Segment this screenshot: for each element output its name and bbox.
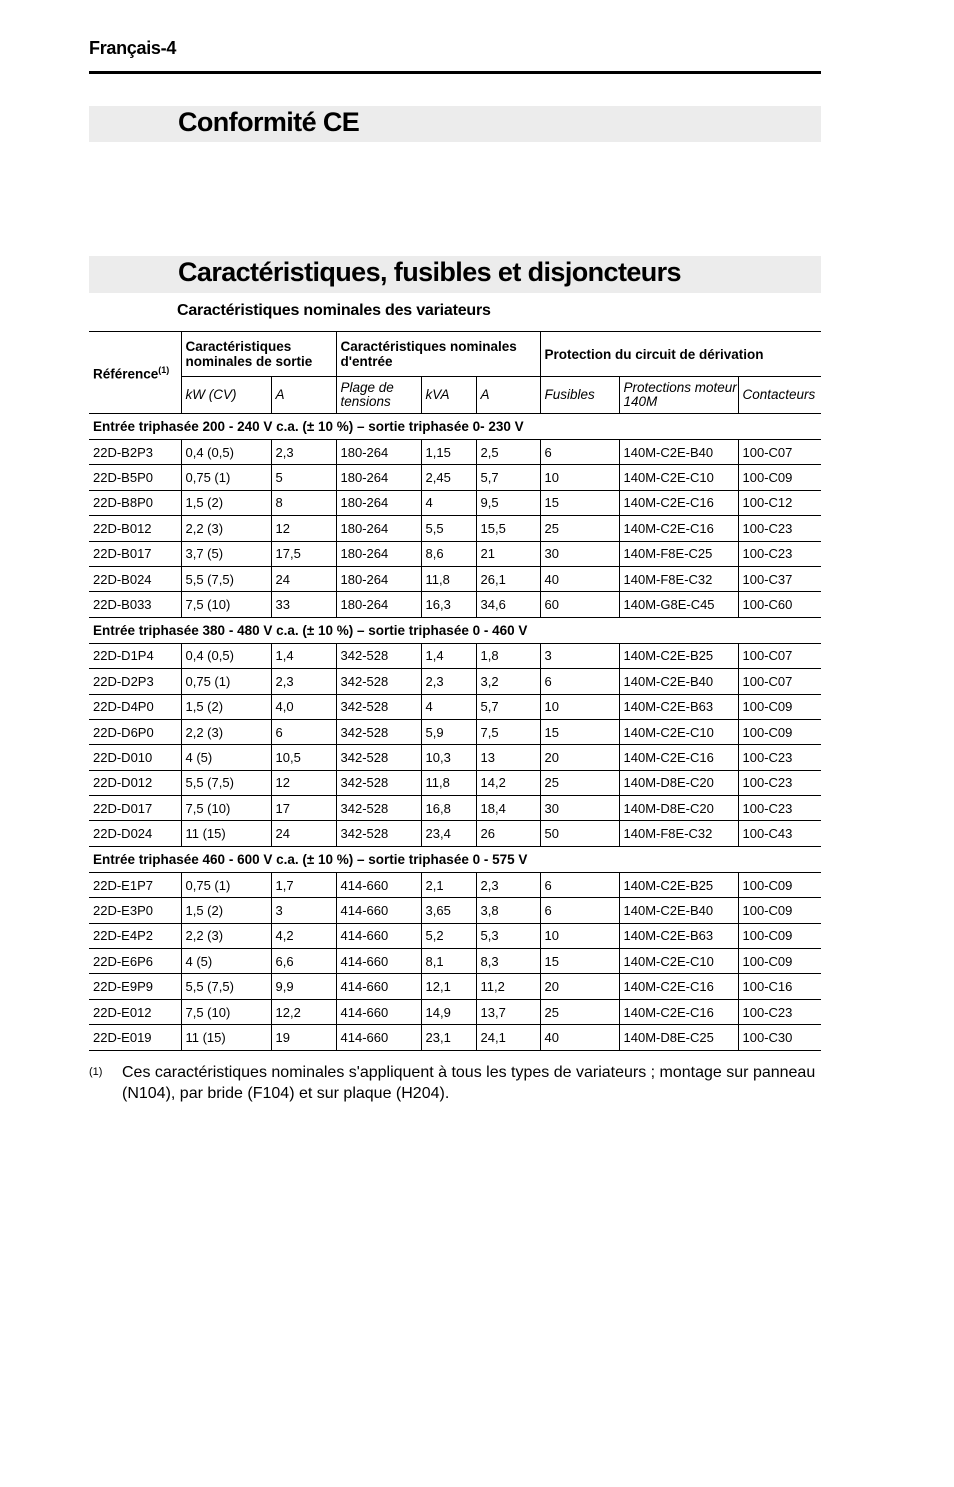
- table-cell: 17: [271, 796, 336, 821]
- table-cell: 1,4: [421, 643, 476, 668]
- table-cell: 5,3: [476, 923, 540, 948]
- table-cell: 12,1: [421, 974, 476, 999]
- table-cell: 1,5 (2): [181, 898, 271, 923]
- table-cell: 8: [271, 490, 336, 515]
- table-cell: 140M-C2E-C10: [619, 949, 738, 974]
- table-cell: 6: [540, 898, 619, 923]
- table-cell: 22D-B024: [89, 566, 181, 591]
- table-cell: 22D-E3P0: [89, 898, 181, 923]
- table-cell: 2,3: [421, 669, 476, 694]
- table-cell: 414-660: [336, 999, 421, 1024]
- table-cell: 30: [540, 541, 619, 566]
- table-cell: 40: [540, 1025, 619, 1050]
- table-cell: 0,75 (1): [181, 872, 271, 897]
- table-cell: 22D-E1P7: [89, 872, 181, 897]
- table-cell: 140M-C2E-C10: [619, 465, 738, 490]
- table-cell: 100-C09: [738, 872, 821, 897]
- table-cell: 7,5: [476, 719, 540, 744]
- table-row: [89, 898, 821, 923]
- table-cell: 0,4 (0,5): [181, 643, 271, 668]
- table-cell: 10,5: [271, 745, 336, 770]
- table-cell: 6: [540, 440, 619, 465]
- table-cell: 342-528: [336, 694, 421, 719]
- table-cell: 100-C43: [738, 821, 821, 846]
- section-heading: Entrée triphasée 200 - 240 V c.a. (± 10 %) – sortie triphasée 0- 230 V: [89, 414, 821, 440]
- table-row: [89, 643, 821, 668]
- table-cell: 100-C07: [738, 440, 821, 465]
- table-cell: 7,5 (10): [181, 592, 271, 617]
- table-cell: 342-528: [336, 770, 421, 795]
- table-row: [89, 516, 821, 541]
- table-cell: 22D-E019: [89, 1025, 181, 1050]
- table-cell: 10,3: [421, 745, 476, 770]
- table-cell: 5,5 (7,5): [181, 566, 271, 591]
- table-cell: 3,8: [476, 898, 540, 923]
- table-cell: 180-264: [336, 440, 421, 465]
- table-cell: 342-528: [336, 669, 421, 694]
- table-cell: 9,5: [476, 490, 540, 515]
- section-heading: Entrée triphasée 380 - 480 V c.a. (± 10 %) – sortie triphasée 0 - 460 V: [89, 617, 821, 643]
- table-cell: 342-528: [336, 821, 421, 846]
- table-cell: 140M-C2E-C16: [619, 490, 738, 515]
- table-row: [89, 1025, 821, 1050]
- section-heading: Entrée triphasée 460 - 600 V c.a. (± 10 %) – sortie triphasée 0 - 575 V: [89, 846, 821, 872]
- table-cell: 1,5 (2): [181, 490, 271, 515]
- header-output-group: Caractéristiques nominales de sortie: [181, 332, 336, 377]
- table-cell: 140M-C2E-C10: [619, 719, 738, 744]
- table-cell: 22D-D010: [89, 745, 181, 770]
- table-cell: 22D-E9P9: [89, 974, 181, 999]
- table-row: [89, 796, 821, 821]
- table-cell: 19: [271, 1025, 336, 1050]
- table-cell: 100-C60: [738, 592, 821, 617]
- table-cell: 5,9: [421, 719, 476, 744]
- footnote: [89, 1062, 829, 1104]
- table-cell: 5,5: [421, 516, 476, 541]
- table-cell: 5,2: [421, 923, 476, 948]
- table-cell: 140M-C2E-B40: [619, 669, 738, 694]
- table-cell: 140M-C2E-C16: [619, 516, 738, 541]
- table-cell: 100-C09: [738, 694, 821, 719]
- table-cell: 20: [540, 745, 619, 770]
- table-cell: 25: [540, 770, 619, 795]
- subheader-cell: Plage de tensions: [336, 377, 421, 414]
- table-cell: 1,7: [271, 872, 336, 897]
- table-cell: 23,4: [421, 821, 476, 846]
- table-cell: 2,3: [476, 872, 540, 897]
- table-cell: 22D-D4P0: [89, 694, 181, 719]
- table-cell: 8,6: [421, 541, 476, 566]
- table-cell: 22D-B8P0: [89, 490, 181, 515]
- table-cell: 140M-F8E-C32: [619, 566, 738, 591]
- table-cell: 10: [540, 465, 619, 490]
- table-cell: 13: [476, 745, 540, 770]
- table-section-header: [89, 617, 821, 643]
- table-row: [89, 999, 821, 1024]
- table-cell: 5,7: [476, 694, 540, 719]
- table-row: [89, 541, 821, 566]
- header-reference-note: (1): [158, 365, 170, 376]
- table-row: [89, 949, 821, 974]
- footnote-text: Ces caractéristiques nominales s'appliquent à tous les types de variateurs ; montage sur panneau (N104), par bride (F104) et sur plaque (H204).: [122, 1064, 816, 1102]
- table-cell: 0,75 (1): [181, 669, 271, 694]
- table-cell: 22D-D6P0: [89, 719, 181, 744]
- header-protection-group: Protection du circuit de dérivation: [540, 332, 821, 377]
- table-cell: 342-528: [336, 745, 421, 770]
- table-cell: 24: [271, 821, 336, 846]
- table-row: [89, 745, 821, 770]
- table-cell: 12,2: [271, 999, 336, 1024]
- ratings-table: [89, 331, 821, 1051]
- table-cell: 140M-C2E-B25: [619, 872, 738, 897]
- table-cell: 100-C09: [738, 898, 821, 923]
- table-row: [89, 770, 821, 795]
- table-cell: 100-C07: [738, 669, 821, 694]
- table-cell: 100-C09: [738, 719, 821, 744]
- table-row: [89, 923, 821, 948]
- table-row: [89, 974, 821, 999]
- table-cell: 2,2 (3): [181, 719, 271, 744]
- header-reference-label: Référence: [93, 366, 159, 382]
- table-cell: 2,5: [476, 440, 540, 465]
- table-cell: 20: [540, 974, 619, 999]
- table-cell: 6: [540, 872, 619, 897]
- table-cell: 14,9: [421, 999, 476, 1024]
- table-cell: 140M-C2E-C16: [619, 745, 738, 770]
- section-band-ce: [89, 106, 821, 142]
- table-cell: 17,5: [271, 541, 336, 566]
- table-cell: 1,4: [271, 643, 336, 668]
- table-cell: 13,7: [476, 999, 540, 1024]
- table-subtitle: Caractéristiques nominales des variateurs: [177, 302, 491, 319]
- table-cell: 8,3: [476, 949, 540, 974]
- table-cell: 140M-C2E-B63: [619, 923, 738, 948]
- table-cell: 414-660: [336, 923, 421, 948]
- table-cell: 6: [271, 719, 336, 744]
- table-cell: 140M-C2E-B40: [619, 440, 738, 465]
- table-cell: 24,1: [476, 1025, 540, 1050]
- table-cell: 3,65: [421, 898, 476, 923]
- subheader-cell: A: [476, 377, 540, 414]
- table-cell: 2,2 (3): [181, 923, 271, 948]
- table-cell: 50: [540, 821, 619, 846]
- table-cell: 14,2: [476, 770, 540, 795]
- table-cell: 140M-C2E-B63: [619, 694, 738, 719]
- table-cell: 1,5 (2): [181, 694, 271, 719]
- table-cell: 342-528: [336, 643, 421, 668]
- table-row: [89, 719, 821, 744]
- table-cell: 1,15: [421, 440, 476, 465]
- table-cell: 140M-D8E-C20: [619, 770, 738, 795]
- table-cell: 30: [540, 796, 619, 821]
- table-cell: 5,5 (7,5): [181, 770, 271, 795]
- table-cell: 4,2: [271, 923, 336, 948]
- table-cell: 100-C07: [738, 643, 821, 668]
- subheader-cell: kVA: [421, 377, 476, 414]
- section-title-ratings: Caractéristiques, fusibles et disjoncteurs: [178, 257, 681, 287]
- table-cell: 140M-F8E-C32: [619, 821, 738, 846]
- table-cell: 22D-E4P2: [89, 923, 181, 948]
- table-cell: 414-660: [336, 1025, 421, 1050]
- table-cell: 140M-C2E-C16: [619, 999, 738, 1024]
- table-row: [89, 669, 821, 694]
- table-cell: 3: [271, 898, 336, 923]
- table-cell: 9,9: [271, 974, 336, 999]
- table-cell: 26,1: [476, 566, 540, 591]
- table-cell: 11,2: [476, 974, 540, 999]
- table-cell: 140M-G8E-C45: [619, 592, 738, 617]
- table-cell: 180-264: [336, 566, 421, 591]
- table-cell: 100-C12: [738, 490, 821, 515]
- table-cell: 16,3: [421, 592, 476, 617]
- table-cell: 22D-D1P4: [89, 643, 181, 668]
- table-cell: 342-528: [336, 719, 421, 744]
- table-cell: 4 (5): [181, 949, 271, 974]
- footnote-marker: (1): [89, 1066, 103, 1078]
- table-cell: 180-264: [336, 490, 421, 515]
- table-cell: 342-528: [336, 796, 421, 821]
- table-cell: 22D-E6P6: [89, 949, 181, 974]
- table-row: [89, 872, 821, 897]
- table-cell: 11 (15): [181, 821, 271, 846]
- table-cell: 100-C23: [738, 796, 821, 821]
- table-cell: 25: [540, 516, 619, 541]
- section-title-ce: Conformité CE: [178, 107, 360, 137]
- table-cell: 12: [271, 516, 336, 541]
- table-cell: 12: [271, 770, 336, 795]
- table-cell: 100-C30: [738, 1025, 821, 1050]
- table-cell: 100-C23: [738, 516, 821, 541]
- table-cell: 100-C23: [738, 770, 821, 795]
- table-row: [89, 440, 821, 465]
- table-cell: 15,5: [476, 516, 540, 541]
- section-band-ratings: [89, 256, 821, 293]
- table-cell: 22D-D017: [89, 796, 181, 821]
- table-cell: 5: [271, 465, 336, 490]
- table-cell: 22D-D2P3: [89, 669, 181, 694]
- table-row: [89, 592, 821, 617]
- table-cell: 11,8: [421, 566, 476, 591]
- table-cell: 26: [476, 821, 540, 846]
- table-cell: 2,3: [271, 669, 336, 694]
- table-cell: 100-C09: [738, 923, 821, 948]
- table-cell: 100-C09: [738, 465, 821, 490]
- table-cell: 5,5 (7,5): [181, 974, 271, 999]
- table-cell: 22D-D024: [89, 821, 181, 846]
- page-header-label: Français-4: [89, 38, 177, 58]
- table-cell: 15: [540, 719, 619, 744]
- table-cell: 140M-C2E-B25: [619, 643, 738, 668]
- table-cell: 22D-D012: [89, 770, 181, 795]
- table-cell: 100-C23: [738, 541, 821, 566]
- table-row: [89, 465, 821, 490]
- table-cell: 100-C23: [738, 745, 821, 770]
- table-cell: 22D-B017: [89, 541, 181, 566]
- table-cell: 4,0: [271, 694, 336, 719]
- table-cell: 60: [540, 592, 619, 617]
- table-cell: 140M-C2E-B40: [619, 898, 738, 923]
- table-cell: 0,75 (1): [181, 465, 271, 490]
- table-cell: 0,4 (0,5): [181, 440, 271, 465]
- table-cell: 6,6: [271, 949, 336, 974]
- table-cell: 22D-E012: [89, 999, 181, 1024]
- table-cell: 18,4: [476, 796, 540, 821]
- table-cell: 15: [540, 949, 619, 974]
- table-cell: 22D-B012: [89, 516, 181, 541]
- table-row: [89, 821, 821, 846]
- table-cell: 100-C23: [738, 999, 821, 1024]
- table-cell: 100-C37: [738, 566, 821, 591]
- table-cell: 4: [421, 490, 476, 515]
- table-cell: 140M-F8E-C25: [619, 541, 738, 566]
- header-input-group: Caractéristiques nominales d'entrée: [336, 332, 540, 377]
- table-cell: 180-264: [336, 592, 421, 617]
- table-cell: 22D-B2P3: [89, 440, 181, 465]
- table-cell: 414-660: [336, 974, 421, 999]
- table-cell: 10: [540, 694, 619, 719]
- table-row: [89, 490, 821, 515]
- table-cell: 6: [540, 669, 619, 694]
- table-cell: 3,2: [476, 669, 540, 694]
- subheader-cell: A: [271, 377, 336, 414]
- subheader-cell: Protections moteur 140M: [619, 377, 738, 414]
- table-cell: 11,8: [421, 770, 476, 795]
- table-cell: 2,2 (3): [181, 516, 271, 541]
- table-cell: 21: [476, 541, 540, 566]
- table-cell: 140M-D8E-C20: [619, 796, 738, 821]
- table-cell: 23,1: [421, 1025, 476, 1050]
- table-cell: 25: [540, 999, 619, 1024]
- table-cell: 140M-C2E-C16: [619, 974, 738, 999]
- table-cell: 100-C16: [738, 974, 821, 999]
- table-cell: 100-C09: [738, 949, 821, 974]
- table-cell: 7,5 (10): [181, 999, 271, 1024]
- table-cell: 180-264: [336, 541, 421, 566]
- table-cell: 5,7: [476, 465, 540, 490]
- header-rule: [89, 71, 821, 74]
- table-cell: 4: [421, 694, 476, 719]
- table-cell: 11 (15): [181, 1025, 271, 1050]
- table-cell: 40: [540, 566, 619, 591]
- table-cell: 414-660: [336, 949, 421, 974]
- table-cell: 180-264: [336, 465, 421, 490]
- table-cell: 180-264: [336, 516, 421, 541]
- table-cell: 2,1: [421, 872, 476, 897]
- subheader-cell: Fusibles: [540, 377, 619, 414]
- table-cell: 15: [540, 490, 619, 515]
- table-cell: 22D-B5P0: [89, 465, 181, 490]
- table-cell: 7,5 (10): [181, 796, 271, 821]
- subheader-cell: kW (CV): [181, 377, 271, 414]
- table-cell: 22D-B033: [89, 592, 181, 617]
- table-cell: 2,3: [271, 440, 336, 465]
- table-cell: 10: [540, 923, 619, 948]
- table-cell: 414-660: [336, 898, 421, 923]
- table-cell: 16,8: [421, 796, 476, 821]
- table-cell: 4 (5): [181, 745, 271, 770]
- table-cell: 34,6: [476, 592, 540, 617]
- table-cell: 2,45: [421, 465, 476, 490]
- table-section-header: [89, 414, 821, 440]
- table-cell: 3: [540, 643, 619, 668]
- table-cell: 3,7 (5): [181, 541, 271, 566]
- table-cell: 414-660: [336, 872, 421, 897]
- header-reference: [89, 332, 181, 414]
- table-cell: 24: [271, 566, 336, 591]
- table-row: [89, 566, 821, 591]
- table-cell: 8,1: [421, 949, 476, 974]
- table-cell: 1,8: [476, 643, 540, 668]
- subheader-cell: Contacteurs: [738, 377, 821, 414]
- table-row: [89, 694, 821, 719]
- table-section-header: [89, 846, 821, 872]
- table-cell: 33: [271, 592, 336, 617]
- table-cell: 140M-D8E-C25: [619, 1025, 738, 1050]
